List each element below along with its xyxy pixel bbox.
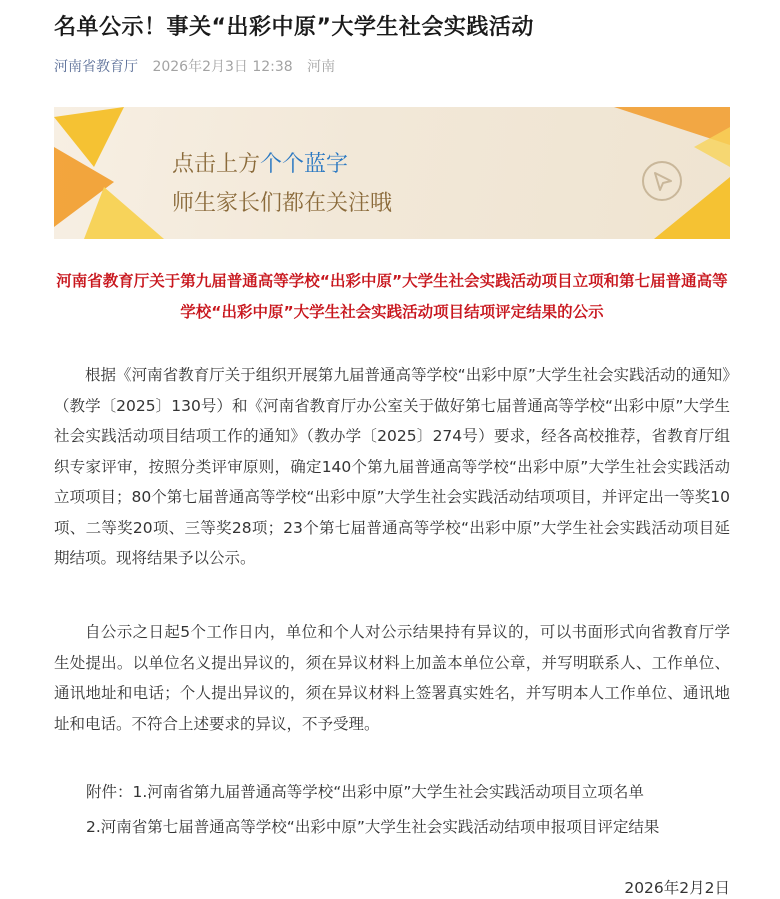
notice-paragraph-2: 自公示之日起5个工作日内，单位和个人对公示结果持有异议的，可以书面形式向省教育厅学生处提出。以单位名义提出异议的，须在异议材料上加盖本单位公章，并写明联系人、工作单位、通讯地址和电话；个人提出异议的，须在异议材料上签署真实姓名，并写明本人工作单位、通讯地址和电话。不符合上述要求的异议，不予受理。 — [54, 623, 730, 733]
banner-line1-prefix: 点击上方 — [172, 152, 261, 177]
attachment-2: 2.河南省第七届普通高等学校“出彩中原”大学生社会实践活动结项申报项目评定结果 — [86, 818, 660, 836]
source-link[interactable]: 河南省教育厅 — [54, 59, 138, 75]
notice-headline: 河南省教育厅关于第九届普通高等学校“出彩中原”大学生社会实践活动项目立项和第七届普通高等学校“出彩中原”大学生社会实践活动项目结项评定结果的公示 — [56, 272, 728, 321]
follow-banner — [54, 107, 730, 239]
article-title: 名单公示！事关“出彩中原”大学生社会实践活动 — [54, 15, 534, 40]
banner-decoration — [54, 107, 730, 239]
banner-line2: 师生家长们都在关注哦 — [172, 191, 393, 216]
article-meta — [54, 56, 335, 76]
attachment-1: 附件：1.河南省第九届普通高等学校“出彩中原”大学生社会实践活动项目立项名单 — [86, 783, 644, 801]
cursor-circle-icon — [640, 159, 684, 203]
notice-date: 2026年2月2日 — [624, 879, 730, 897]
banner-line1-highlight[interactable]: 个个蓝字 — [260, 152, 349, 177]
publish-time: 2026年2月3日 12:38 — [152, 59, 293, 75]
notice-paragraph-1: 根据《河南省教育厅关于组织开展第九届普通高等学校“出彩中原”大学生社会实践活动的通知》（教学〔2025〕130号）和《河南省教育厅办公室关于做好第七届普通高等学校“出彩中原”大学生社会实践活动项目结项工作的通知》（教办学〔2025〕274号）要求，经各高校推荐，省教育厅组织专家评审，按照分类评审原则，确定140个第九届普通高等学校“出彩中原”大学生社会实践活动立项项目；80个第七届普通高等学校“出彩中原”大学生社会实践活动结项项目，并评定出一等奖10项、二等奖20项、三等奖28项；23个第七届普通高等学校“出彩中原”大学生社会实践活动项目延期结项。现将结果予以公示。 — [54, 366, 730, 567]
banner-line1 — [172, 147, 348, 178]
publish-region: 河南 — [307, 59, 336, 75]
